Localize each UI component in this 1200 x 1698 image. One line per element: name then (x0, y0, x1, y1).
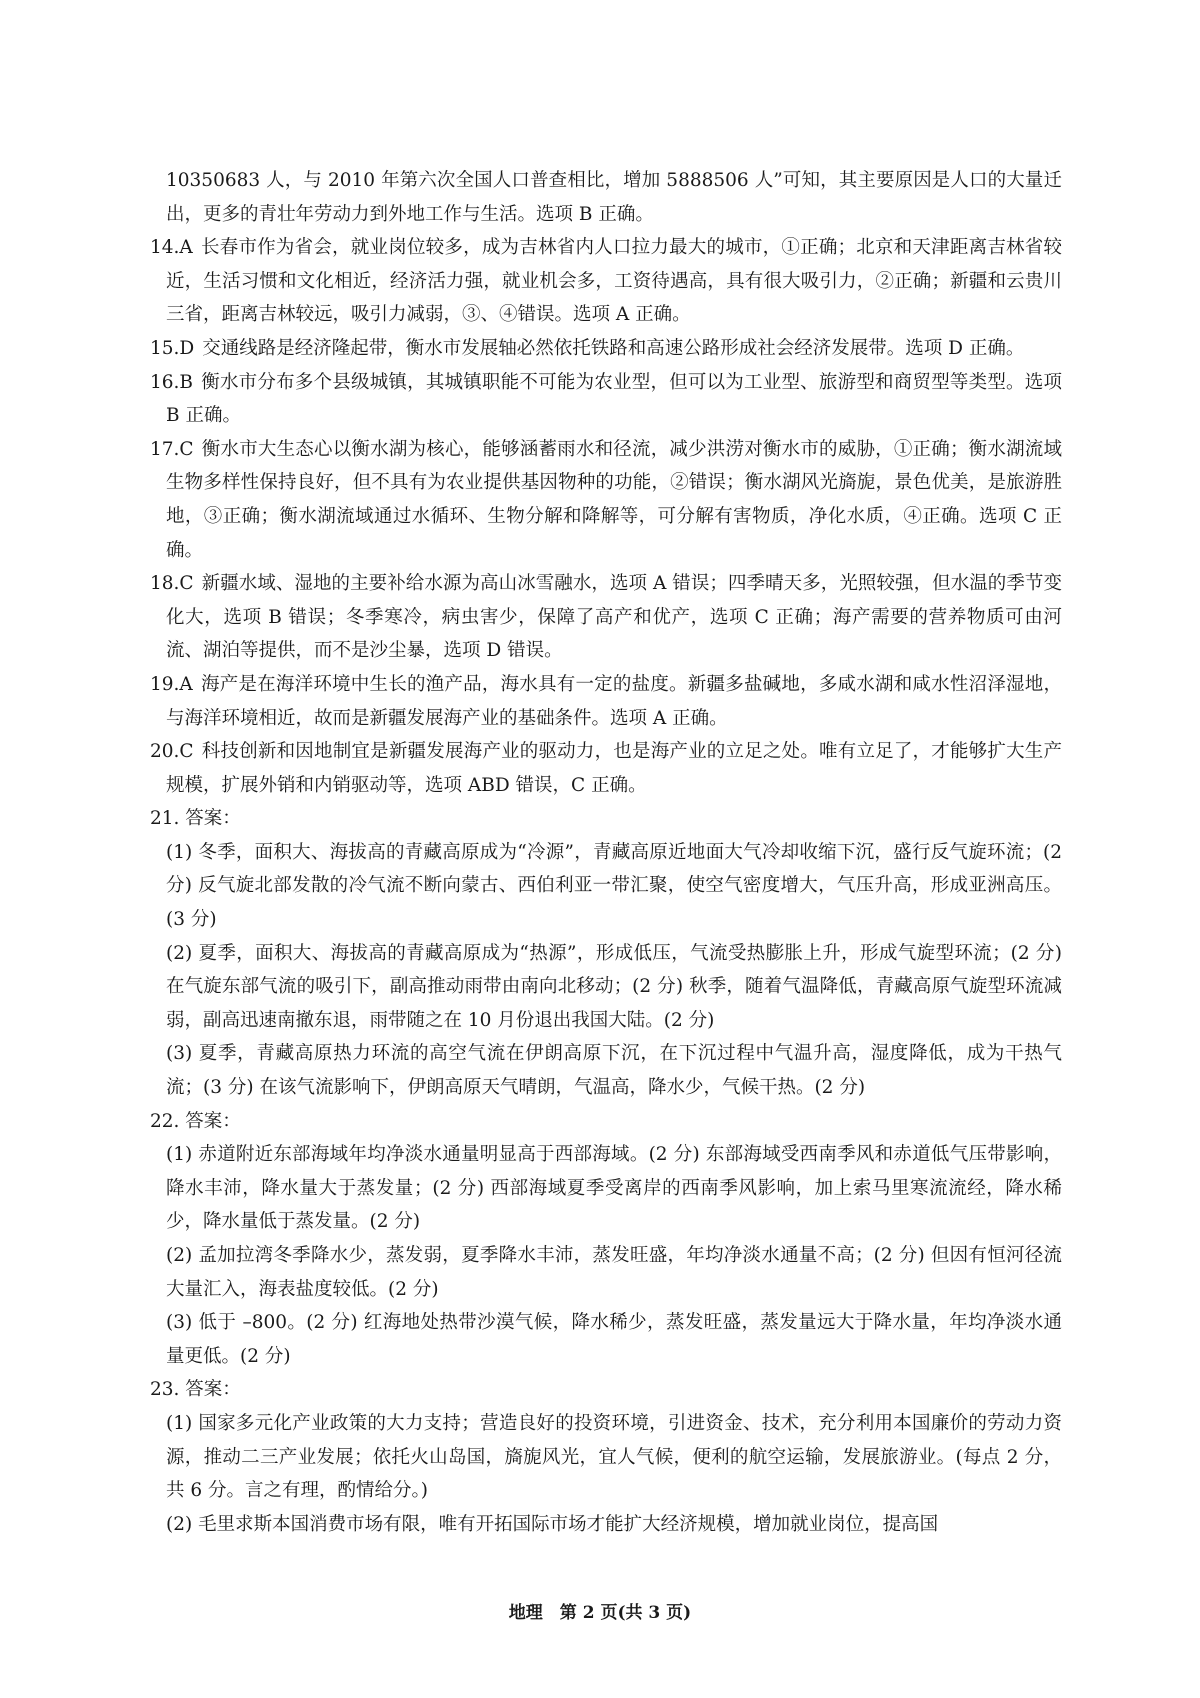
answer-text: 衡水市大生态心以衡水湖为核心，能够涵蓄雨水和径流，减少洪涝对衡水市的威胁，①正确；衡水湖流域生物多样性保持良好，但不具有为农业提供基因物种的功能，②错误；衡水湖风光旖旎，景色优美，是旅游胜地，③正确；衡水湖流域通过水循环、生物分解和降解等，可分解有害物质，净化水质，④正确。选项 C 正确。 (166, 438, 1062, 561)
answer-text: 交通线路是经济隆起带，衡水市发展轴必然依托铁路和高速公路形成社会经济发展带。选项 D 正确。 (202, 337, 1025, 359)
answer-text: 海产是在海洋环境中生长的渔产品，海水具有一定的盐度。新疆多盐碱地，多咸水湖和咸水性沼泽湿地，与海洋环境相近，故而是新疆发展海产业的基础条件。选项 A 正确。 (166, 673, 1062, 729)
page-footer: 地理 第 2 页(共 3 页) (508, 1603, 692, 1623)
answer-19 (150, 668, 1062, 735)
answer-number: 14.A (150, 237, 193, 259)
answer-21-part-3: (3) 夏季，青藏高原热力环流的高空气流在伊朗高原下沉，在下沉过程中气温升高，湿度降低，成为干热气流；(3 分) 在该气流影响下，伊朗高原天气晴朗，气温高，降水少，气候干热。(2 分) (166, 1043, 1062, 1099)
answer-23-part-2: (2) 毛里求斯本国消费市场有限，唯有开拓国际市场才能扩大经济规模，增加就业岗位，提高国 (166, 1513, 939, 1535)
answer-text: 科技创新和因地制宜是新疆发展海产业的驱动力，也是海产业的立足之处。唯有立足了，才能够扩大生产规模，扩展外销和内销驱动等，选项 ABD 错误，C 正确。 (166, 741, 1062, 796)
answer-number: 20.C (150, 741, 194, 763)
answer-23-heading: 23. 答案： (150, 1379, 241, 1401)
answer-17 (150, 433, 1062, 567)
answer-number: 18.C (150, 573, 194, 595)
answer-16 (150, 366, 1062, 433)
answer-text: 衡水市分布多个县级城镇，其城镇职能不可能为农业型，但可以为工业型、旅游型和商贸型等类型。选项 B 正确。 (166, 371, 1062, 427)
answer-number: 15.D (150, 337, 195, 359)
answer-23-part-1: (1) 国家多元化产业政策的大力支持；营造良好的投资环境，引进资金、技术，充分利用本国廉价的劳动力资源，推动二三产业发展；依托火山岛国，旖旎风光，宜人气候，便利的航空运输，发展旅游业。(每点 2 分，共 6 分。言之有理，酌情给分。) (166, 1412, 1062, 1502)
answer-22-part-1: (1) 赤道附近东部海域年均净淡水通量明显高于西部海域。(2 分) 东部海域受西南季风和赤道低气压带影响，降水丰沛，降水量大于蒸发量；(2 分) 西部海域夏季受离岸的西南季风影响，加上索马里寒流流经，降水稀少，降水量低于蒸发量。(2 分) (166, 1144, 1062, 1233)
answer-text: 长春市作为省会，就业岗位较多，成为吉林省内人口拉力最大的城市，①正确；北京和天津距离吉林省较近，生活习惯和文化相近，经济活力强，就业机会多，工资待遇高，具有很大吸引力，②正确；新疆和云贵川三省，距离吉林较远，吸引力减弱，③、④错误。选项 A 正确。 (166, 237, 1062, 326)
answer-text: 新疆水域、湿地的主要补给水源为高山冰雪融水，选项 A 错误；四季晴天多，光照较强，但水温的季节变化大，选项 B 错误；冬季寒冷，病虫害少，保障了高产和优产，选项 C 正确；海产需要的营养物质可由河流、湖泊等提供，而不是沙尘暴，选项 D 错误。 (166, 573, 1062, 662)
answer-15 (150, 332, 1062, 366)
answer-21-heading: 21. 答案： (150, 808, 241, 830)
answer-number: 16.B (150, 371, 194, 393)
answer-21-part-1: (1) 冬季，面积大、海拔高的青藏高原成为“冷源”，青藏高原近地面大气冷却收缩下沉，盛行反气旋环流；(2 分) 反气旋北部发散的冷气流不断向蒙古、西伯利亚一带汇聚，使空气密度增大，气压升高，形成亚洲高压。(3 分) (166, 841, 1062, 931)
answer-21-part-2: (2) 夏季，面积大、海拔高的青藏高原成为“热源”，形成低压，气流受热膨胀上升，形成气旋型环流；(2 分) 在气旋东部气流的吸引下，副高推动雨带由南向北移动；(2 分) 秋季，随着气温降低，青藏高原气旋型环流减弱，副高迅速南撤东退，雨带随之在 10 月份退出我国大陆。(2 分) (166, 942, 1062, 1031)
answer-22-heading: 22. 答案： (150, 1110, 241, 1132)
answer-number: 17.C (150, 438, 194, 460)
answer-number: 19.A (150, 673, 193, 695)
answer-14 (150, 231, 1062, 332)
answer-20 (150, 735, 1062, 802)
answer-22-part-2: (2) 孟加拉湾冬季降水少，蒸发弱，夏季降水丰沛，蒸发旺盛，年均净淡水通量不高；(2 分) 但因有恒河径流大量汇入，海表盐度较低。(2 分) (166, 1245, 1062, 1300)
answer-content (150, 164, 1062, 1541)
answer-22-part-3: (3) 低于 –800。(2 分) 红海地处热带沙漠气候，降水稀少，蒸发旺盛，蒸发量远大于降水量，年均净淡水通量更低。(2 分) (166, 1312, 1062, 1367)
answer-18 (150, 567, 1062, 668)
intro-paragraph: 10350683 人，与 2010 年第六次全国人口普查相比，增加 5888506 人”可知，其主要原因是人口的大量迁出，更多的青壮年劳动力到外地工作与生活。选项 B 正确。 (166, 170, 1062, 225)
